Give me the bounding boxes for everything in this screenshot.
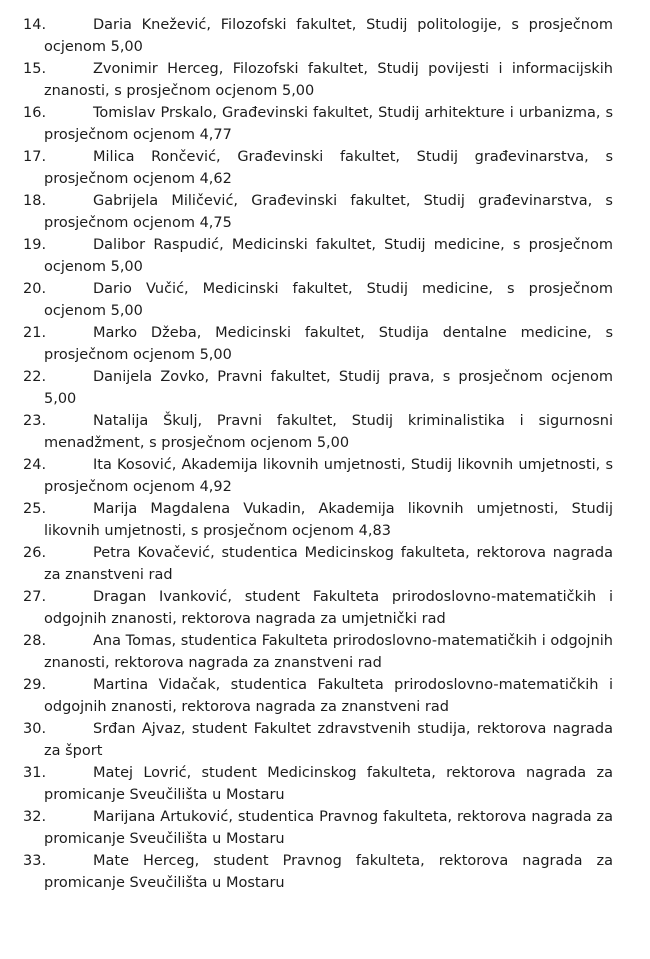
list-item (0, 762, 613, 806)
list-item (0, 498, 613, 542)
item-number: 19. (23, 237, 47, 253)
item-text: Dalibor Raspudić, Medicinski fakultet, Studij medicine, s prosječnom ocjenom 5,00 (44, 237, 613, 275)
list-item (0, 850, 613, 894)
item-number: 26. (23, 545, 47, 561)
list-item (0, 366, 613, 410)
item-number: 14. (23, 17, 47, 33)
item-number: 25. (23, 501, 47, 517)
list-item (0, 542, 613, 586)
item-number: 32. (23, 809, 47, 825)
item-number: 28. (23, 633, 47, 649)
item-text: Petra Kovačević, studentica Medicinskog fakulteta, rektorova nagrada za znanstveni rad (44, 545, 613, 583)
list-item (0, 234, 613, 278)
item-number: 21. (23, 325, 47, 341)
item-number: 17. (23, 149, 47, 165)
item-number: 33. (23, 853, 47, 869)
award-list (0, 14, 650, 894)
item-number: 20. (23, 281, 47, 297)
item-text: Daria Knežević, Filozofski fakultet, Studij politologije, s prosječnom ocjenom 5,00 (44, 17, 613, 55)
item-number: 18. (23, 193, 47, 209)
item-number: 16. (23, 105, 47, 121)
item-text: Milica Rončević, Građevinski fakultet, Studij građevinarstva, s prosječnom ocjenom 4,62 (44, 149, 613, 187)
item-text: Gabrijela Miličević, Građevinski fakultet, Studij građevinarstva, s prosječnom ocjenom 4,75 (44, 193, 613, 231)
list-item (0, 146, 613, 190)
item-text: Danijela Zovko, Pravni fakultet, Studij prava, s prosječnom ocjenom 5,00 (44, 369, 613, 407)
item-number: 24. (23, 457, 47, 473)
list-item (0, 454, 613, 498)
item-text: Natalija Škulj, Pravni fakultet, Studij kriminalistika i sigurnosni menadžment, s prosječnom ocjenom 5,00 (44, 413, 613, 451)
item-text: Martina Vidačak, studentica Fakulteta prirodoslovno-matematičkih i odgojnih znanosti, rektorova nagrada za znanstveni rad (44, 677, 613, 715)
item-text: Dario Vučić, Medicinski fakultet, Studij medicine, s prosječnom ocjenom 5,00 (44, 281, 613, 319)
list-item (0, 14, 613, 58)
item-number: 29. (23, 677, 47, 693)
item-text: Marko Džeba, Medicinski fakultet, Studija dentalne medicine, s prosječnom ocjenom 5,00 (44, 325, 613, 363)
list-item (0, 190, 613, 234)
list-item (0, 58, 613, 102)
item-text: Dragan Ivanković, student Fakulteta prirodoslovno-matematičkih i odgojnih znanosti, rektorova nagrada za umjetnički rad (44, 589, 613, 627)
item-text: Marijana Artuković, studentica Pravnog fakulteta, rektorova nagrada za promicanje Sveučilišta u Mostaru (44, 809, 613, 847)
list-item (0, 410, 613, 454)
item-number: 22. (23, 369, 47, 385)
item-text: Ita Kosović, Akademija likovnih umjetnosti, Studij likovnih umjetnosti, s prosječnom ocjenom 4,92 (44, 457, 613, 495)
item-number: 27. (23, 589, 47, 605)
list-item (0, 586, 613, 630)
item-text: Zvonimir Herceg, Filozofski fakultet, Studij povijesti i informacijskih znanosti, s prosječnom ocjenom 5,00 (44, 61, 613, 99)
item-text: Srđan Ajvaz, student Fakultet zdravstvenih studija, rektorova nagrada za šport (44, 721, 613, 759)
list-item (0, 322, 613, 366)
item-text: Matej Lovrić, student Medicinskog fakulteta, rektorova nagrada za promicanje Sveučilišta u Mostaru (44, 765, 613, 803)
list-item (0, 102, 613, 146)
list-item (0, 278, 613, 322)
item-text: Tomislav Prskalo, Građevinski fakultet, Studij arhitekture i urbanizma, s prosječnom ocjenom 4,77 (44, 105, 613, 143)
list-item (0, 630, 613, 674)
list-item (0, 806, 613, 850)
item-number: 30. (23, 721, 47, 737)
item-number: 23. (23, 413, 47, 429)
item-number: 31. (23, 765, 47, 781)
item-number: 15. (23, 61, 47, 77)
item-text: Mate Herceg, student Pravnog fakulteta, rektorova nagrada za promicanje Sveučilišta u Mostaru (44, 853, 613, 891)
list-item (0, 718, 613, 762)
list-item (0, 674, 613, 718)
item-text: Ana Tomas, studentica Fakulteta prirodoslovno-matematičkih i odgojnih znanosti, rektorova nagrada za znanstveni rad (44, 633, 613, 671)
item-text: Marija Magdalena Vukadin, Akademija likovnih umjetnosti, Studij likovnih umjetnosti, s prosječnom ocjenom 4,83 (44, 501, 613, 539)
